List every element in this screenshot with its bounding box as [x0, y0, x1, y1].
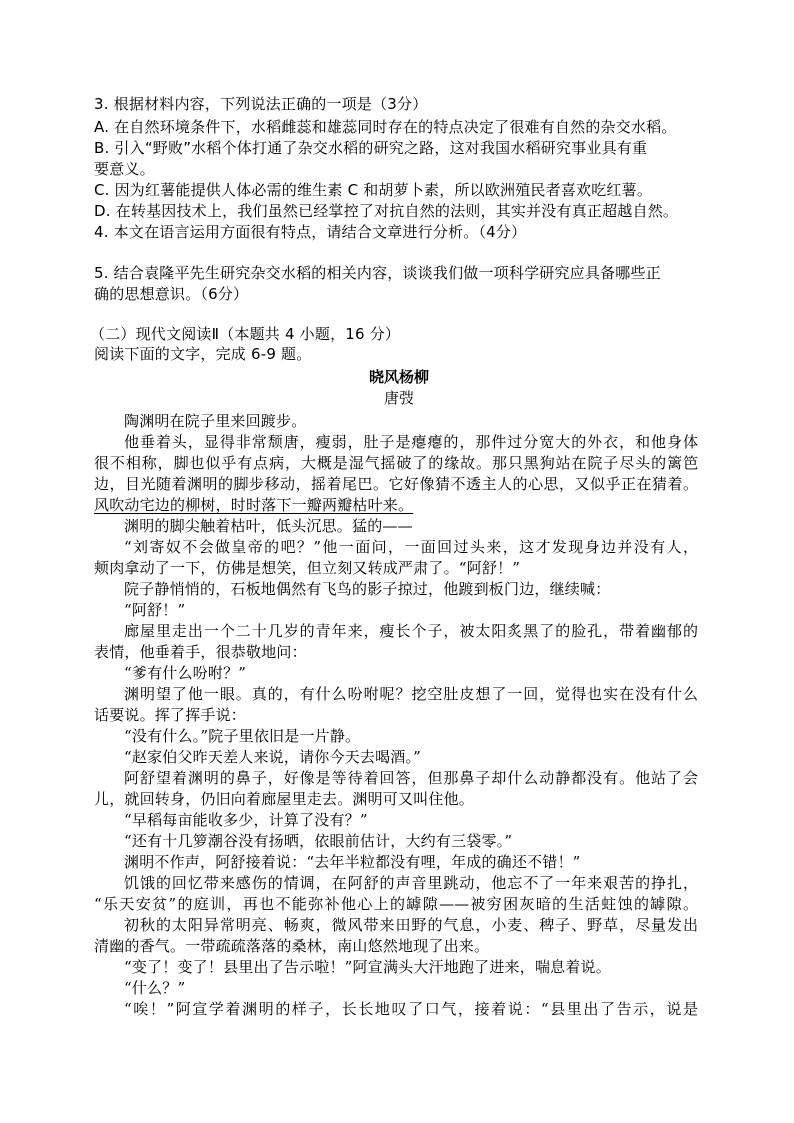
question-3-option-c: C. 因为红薯能提供人体必需的维生素 C 和胡萝卜素，所以欧洲殖民者喜欢吃红薯。: [94, 181, 653, 199]
article-line: 清幽的香气。一带疏疏落落的桑林，南山悠然地现了出来。: [94, 937, 490, 955]
article-line: 颊肉拿动了一下，仿佛是想笑，但立刻又转成严肃了。“阿舒！”: [94, 559, 521, 577]
article-line: “还有十几箩潮谷没有扬晒，依眼前估计，大约有三袋零。”: [124, 832, 513, 850]
article-line: “阿舒！”: [124, 601, 186, 619]
article-line: 饥饿的回忆带来感伤的情调，在阿舒的声音里跳动，他忘不了一年来艰苦的挣扎，: [124, 874, 698, 892]
question-3-option-b: B. 引入“野败”水稻个体打通了杂交水稻的研究之路，这对我国水稻研究事业具有重: [94, 139, 648, 157]
article-line: 渊明不作声，阿舒接着说：“去年半粒都没有哩，年成的确还不错！”: [124, 853, 581, 871]
section-header: （二）现代文阅读Ⅱ（本题共 4 小题，16 分）: [90, 325, 401, 343]
article-line: “赵家伯父昨天差人来说，请你今天去喝酒。”: [124, 748, 422, 766]
article-line: “乐天安贫”的庭训，再也不能弥补他心上的罅隙——被穷困灰暗的生活蛀蚀的罅隙。: [94, 895, 698, 913]
article-line: 阿舒望着渊明的鼻子，好像是等待着回答，但那鼻子却什么动静都没有。他站了会: [124, 769, 698, 787]
article-line: “爹有什么吩咐？”: [124, 664, 247, 682]
article-line: 话要说。挥了挥手说：: [94, 706, 247, 724]
question-4: 4. 本文在语言运用方面很有特点，请结合文章进行分析。（4分）: [94, 223, 527, 241]
question-3-option-a: A. 在自然环境条件下，水稻雌蕊和雄蕊同时存在的特点决定了很难有自然的杂交水稻。: [94, 118, 677, 136]
article-line: 边，目光随着渊明的脚步移动，摇着尾巴。它好像猜不透主人的心思，又似乎正在猜着。: [94, 475, 698, 493]
article-line: 儿，就回转身，仍旧向着廊屋里走去。渊明可又叫住他。: [94, 790, 475, 808]
article-line: “唉！”阿宣学着渊明的样子，长长地叹了口气，接着说：“县里出了告示，说是: [124, 1000, 698, 1018]
question-5-cont: 确的思想意识。（6分）: [94, 285, 249, 303]
article-line: “没有什么。”院子里依旧是一片静。: [124, 727, 361, 745]
article-line: 廊屋里走出一个二十几岁的青年来，瘦长个子，被太阳炙黑了的脸孔，带着幽郁的: [124, 622, 698, 640]
article-line: “刘寄奴不会做皇帝的吧？”他一面问，一面回过头来，这才发现身边并没有人，: [124, 538, 698, 556]
question-3-option-d: D. 在转基因技术上，我们虽然已经掌控了对抗自然的法则，其实并没有真正超越自然。: [94, 202, 679, 220]
article-line-underlined: 风吹动宅边的柳树，时时落下一瓣两瓣枯叶来。: [94, 496, 414, 514]
article-title: 晓风杨柳: [368, 368, 429, 386]
article-line: 很不相称，脚也似乎有点病，大概是湿气摇破了的缘故。那只黑狗站在院子尽头的篱笆: [94, 454, 698, 472]
article-line: 渊明的脚尖触着枯叶，低头沉思。猛的——: [124, 517, 413, 535]
article-line: 院子静悄悄的，石板地偶然有飞鸟的影子掠过，他踱到板门边，继续喊：: [124, 580, 611, 598]
article-author: 唐弢: [383, 389, 414, 407]
section-instruction: 阅读下面的文字，完成 6-9 题。: [94, 345, 312, 363]
question-5: 5. 结合袁隆平先生研究杂交水稻的相关内容，谈谈我们做一项科学研究应具备哪些正: [94, 264, 661, 282]
article-line: 表情，他垂着手，很恭敬地问：: [94, 643, 307, 661]
article-line: “什么？”: [124, 979, 186, 997]
question-3-stem: 3. 根据材料内容，下列说法正确的一项是（3分）: [94, 95, 428, 113]
question-3-option-b-cont: 要意义。: [94, 160, 155, 178]
article-line: 初秋的太阳异常明亮、畅爽，微风带来田野的气息，小麦、稗子、野草，尽量发出: [124, 916, 698, 934]
article-line: “早稻每亩能收多少，计算了没有？”: [124, 811, 368, 829]
article-line: 渊明望了他一眼。真的，有什么吩咐呢？挖空肚皮想了一回，觉得也实在没有什么: [124, 685, 698, 703]
article-line: 陶渊明在院子里来回踱步。: [124, 412, 307, 430]
article-line: 他垂着头，显得非常颓唐，瘦弱，肚子是瘪瘪的，那件过分宽大的外衣，和他身体: [124, 433, 698, 451]
article-line: “变了！变了！县里出了告示啦！”阿宣满头大汗地跑了进来，喘息着说。: [124, 958, 611, 976]
